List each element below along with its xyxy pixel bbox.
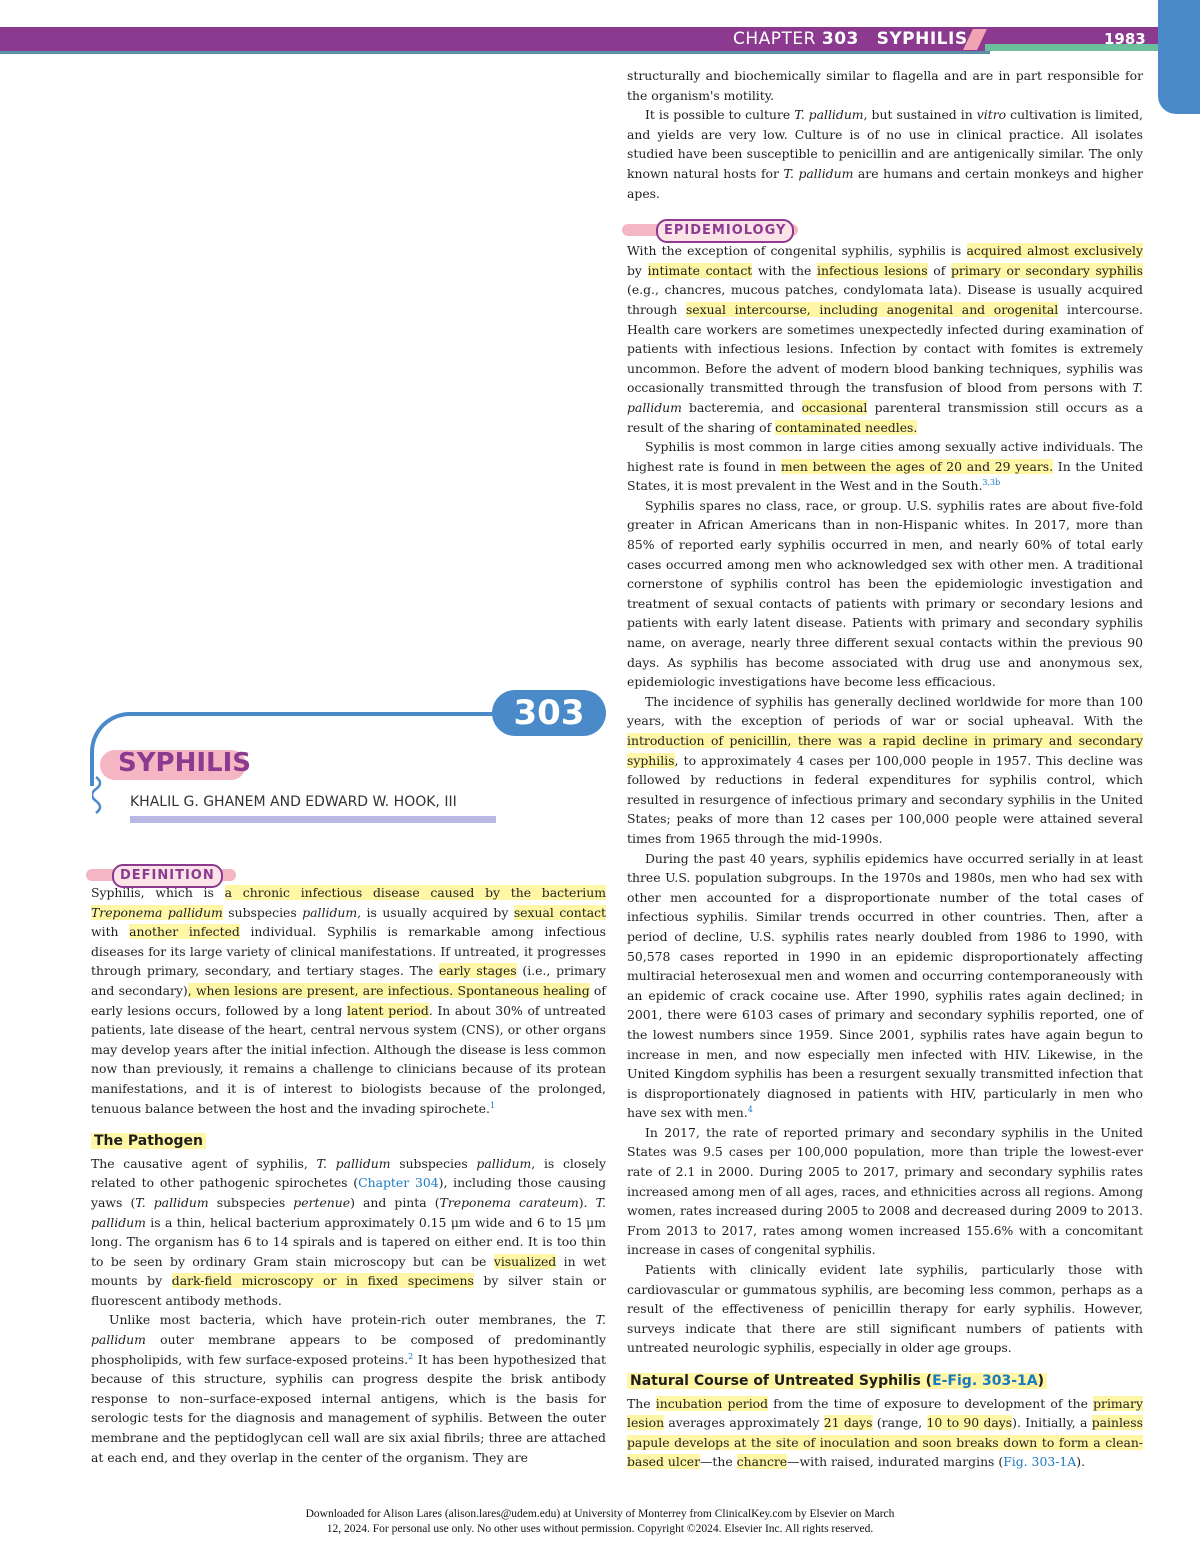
left-column bbox=[91, 883, 606, 1467]
chapter-label: CHAPTER bbox=[733, 29, 816, 49]
reference-3[interactable]: 3,3b bbox=[982, 478, 1001, 488]
heading-pathogen: The Pathogen bbox=[91, 1132, 606, 1152]
opener-title: SYPHILIS bbox=[118, 748, 252, 778]
chapter-number: 303 bbox=[821, 29, 859, 49]
pathogen-paragraph-1: The causative agent of syphilis, T. pallidum subspecies pallidum, is closely related to other pathogenic spirochetes (Chapter 304), including those causing yaws (T. pallidum subspecies pertenue) and pinta (Treponema carateum). T. pallidum is a thin, helical bacterium approximately 0.15 μm wide and 6 to 15 μm long. The organism has 6 to 14 spirals and is tapered on either end. It is too thin to be seen by ordinary Gram stain microscopy but can be visualized in wet mounts by dark-field microscopy or in fixed specimens by silver stain or fluorescent antibody methods. bbox=[91, 1155, 607, 1308]
reference-1[interactable]: 1 bbox=[489, 1100, 496, 1110]
fig-303-1a-link[interactable]: Fig. 303-1A bbox=[1003, 1454, 1077, 1470]
running-head bbox=[733, 29, 968, 49]
epidemiology-paragraph-6: In 2017, the rate of reported primary and secondary syphilis in the United States was 9.5 cases per 100,000 population, more than triple the lowest-ever rate of 2.1 in 2000. During 2005 to 2017, primary and secondary syphilis rates increased among men of all ages, races, and ethnicities across all regions. Among women, rates increased during 2005 to 2008 and decreased during 2009 to 2013. From 2013 to 2017, rates among women increased 155.6% with a concomitant increase in cases of congenital syphilis. bbox=[627, 1124, 1143, 1258]
section-label-definition: DEFINITION bbox=[112, 864, 223, 888]
download-notice bbox=[0, 1507, 1200, 1537]
footer-line-1: Downloaded for Alison Lares (alison.lares@udem.edu) at University of Monterrey from ClinicalKey.com by Elsevier on March bbox=[305, 1508, 895, 1520]
section-label-epidemiology: EPIDEMIOLOGY bbox=[656, 219, 794, 243]
culture-paragraph: It is possible to culture T. pallidum, but sustained in vitro cultivation is limited, and yields are very low. Culture is of no use in clinical practice. All isolates studied have been susceptible to penicillin and are antigenically similar. The only known natural hosts for T. pallidum are humans and certain monkeys and higher apes. bbox=[627, 107, 1143, 201]
right-column bbox=[627, 66, 1143, 1472]
epidemiology-paragraph-3: Syphilis spares no class, race, or group. U.S. syphilis rates are about five-fold greater in African Americans than in non-Hispanic whites. In 2017, more than 85% of reported early syphilis occurred in men, and nearly 60% of total early cases occurred among men who acknowledged sex with other men. A traditional cornerstone of syphilis control has been the epidemiologic investigation and treatment of sexual contacts of patients with primary or secondary lesions and patients with early latent disease. Patients with primary and secondary syphilis name, on average, nearly three different sexual contacts within the previous 90 days. As syphilis has become associated with drug use and anonymous sex, epidemiologic investigations have become less efficacious. bbox=[627, 497, 1143, 690]
page-number: 1983 bbox=[1104, 30, 1146, 48]
opener-rule-bottom bbox=[130, 816, 496, 823]
heading-natural-course: Natural Course of Untreated Syphilis (E-Fig. 303-1A) bbox=[627, 1372, 1143, 1392]
chapter-number-badge: 303 bbox=[492, 690, 606, 736]
natural-course-paragraph: The incubation period from the time of exposure to development of the primary lesion averages approximately 21 days (range, 10 to 90 days). Initially, a painless papule develops at the site of inoculation and soon breaks down to form a clean-based ulcer—the chancre—with raised, indurated margins (Fig. 303-1A). bbox=[627, 1395, 1143, 1470]
opener-rule-top bbox=[130, 712, 510, 716]
reference-2[interactable]: 2 bbox=[408, 1351, 414, 1361]
epidemiology-paragraph-5: During the past 40 years, syphilis epidemics have occurred serially in at least three U.S. population subgroups. In the 1970s and 1980s, men who had sex with other men accounted for a disproportionate number of the total cases of infectious syphilis. Similar trends occurred in other countries. Then, after a period of decline, U.S. syphilis rates nearly doubled from 1986 to 1990, with 50,578 cases reported in 1990 in an epidemic disproportionately affecting multiracial heterosexual men and women and occurring contemporaneously with an epidemic of crack cocaine use. After 1990, syphilis rates again declined; in 2001, there were 6103 cases of primary and secondary syphilis reported, one of the lowest numbers since 1959. Since 2001, syphilis rates have again begun to increase in men, and now especially men infected with HIV. Likewise, in the United Kingdom syphilis has been a resurgent sexually transmitted infection that is disproportionately diagnosed in patients with HIV, particularly in men who have sex with men.$^4$ bbox=[627, 850, 1143, 1121]
squiggle-ornament bbox=[92, 775, 106, 825]
pathogen-paragraph-2: Unlike most bacteria, which have protein-rich outer membranes, the T. pallidum outer membrane appears to be composed of predominantly phospholipids, with few surface-exposed proteins.$^2$ It has been hypothesized that because of this structure, syphilis can progress despite the brisk antibody response to non–surface-exposed internal antigens, which is the basis for serologic tests for the diagnosis and management of syphilis. Between the outer membrane and the peptidoglycan cell wall are six axial fibrils; three are attached at each end, and they overlap in the center of the organism. They are bbox=[91, 1312, 606, 1465]
header-underline bbox=[0, 51, 990, 54]
opener-authors: KHALIL G. GHANEM AND EDWARD W. HOOK, III bbox=[130, 794, 457, 810]
definition-paragraph: Syphilis, which is a chronic infectious disease caused by the bacterium Treponema pallidum subspecies pallidum, is usually acquired by sexual contact with another infected individual. Syphilis is remarkable among infectious diseases for its large variety of clinical manifestations. If untreated, it progresses through primary, secondary, and tertiary stages. The early stages (i.e., primary and secondary), when lesions are present, are infectious. Spontaneous healing of early lesions occurs, followed by a long latent period. In about 30% of untreated patients, late disease of the heart, central nervous system (CNS), or other organs may develop years after the initial infection. Although the disease is less common now than previously, it remains a challenge to clinicians because of its protean manifestations, and it is of interest to biologists because of the prolonged, tenuous balance between the host and the invading spirochete.$^1$ bbox=[91, 885, 607, 1116]
epidemiology-paragraph-4: The incidence of syphilis has generally declined worldwide for more than 100 years, with the exception of periods of war or social upheaval. With the introduction of penicillin, there was a rapid decline in primary and secondary syphilis, to approximately 4 cases per 100,000 people in 1957. This decline was followed by reductions in federal expenditures for syphilis control, which resulted in resurgence of infectious primary and secondary syphilis in the United States; peaks of more than 12 cases per 100,000 people were attained several times from 1965 through the mid-1990s. bbox=[627, 693, 1143, 846]
chapter-304-link[interactable]: Chapter 304 bbox=[358, 1175, 439, 1191]
reference-4[interactable]: 4 bbox=[747, 1105, 753, 1115]
epidemiology-paragraph-1: With the exception of congenital syphilis, syphilis is acquired almost exclusively by intimate contact with the infectious lesions of primary or secondary syphilis (e.g., chancres, mucous patches, condylomata lata). Disease is usually acquired through sexual intercourse, including anogenital and orogenital intercourse. Health care workers are sometimes unexpectedly infected during examination of patients with infectious lesions. Infection by contact with fomites is extremely uncommon. Before the advent of modern blood banking techniques, syphilis was occasionally transmitted through the transfusion of blood from persons with T. pallidum bacteremia, and occasional parenteral transmission still occurs as a result of the sharing of contaminated needles. bbox=[627, 243, 1144, 435]
footer-line-2: 12, 2024. For personal use only. No other uses without permission. Copyright ©2024. Elsevier Inc. All rights reserved. bbox=[326, 1523, 874, 1535]
epidemiology-paragraph-2: Syphilis is most common in large cities among sexually active individuals. The highest rate is found in men between the ages of 20 and 29 years. In the United States, it is most prevalent in the West and in the South.$^{3,3b}$ bbox=[627, 439, 1143, 494]
chapter-title: SYPHILIS bbox=[876, 29, 968, 49]
pathogen-paragraph-continued: structurally and biochemically similar to flagella and are in part responsible for the organism's motility. bbox=[627, 68, 1143, 103]
epidemiology-paragraph-7: Patients with clinically evident late syphilis, particularly those with cardiovascular or gummatous syphilis, are becoming less common, perhaps as a result of the effectiveness of penicillin therapy for early syphilis. However, surveys indicate that there are still significant numbers of patients with untreated neurologic syphilis, especially in older age groups. bbox=[627, 1262, 1143, 1356]
thumb-tab bbox=[1158, 0, 1200, 114]
epidemiology-label-spacer bbox=[627, 203, 1143, 241]
e-fig-link[interactable]: E-Fig. 303-1A bbox=[932, 1373, 1038, 1389]
